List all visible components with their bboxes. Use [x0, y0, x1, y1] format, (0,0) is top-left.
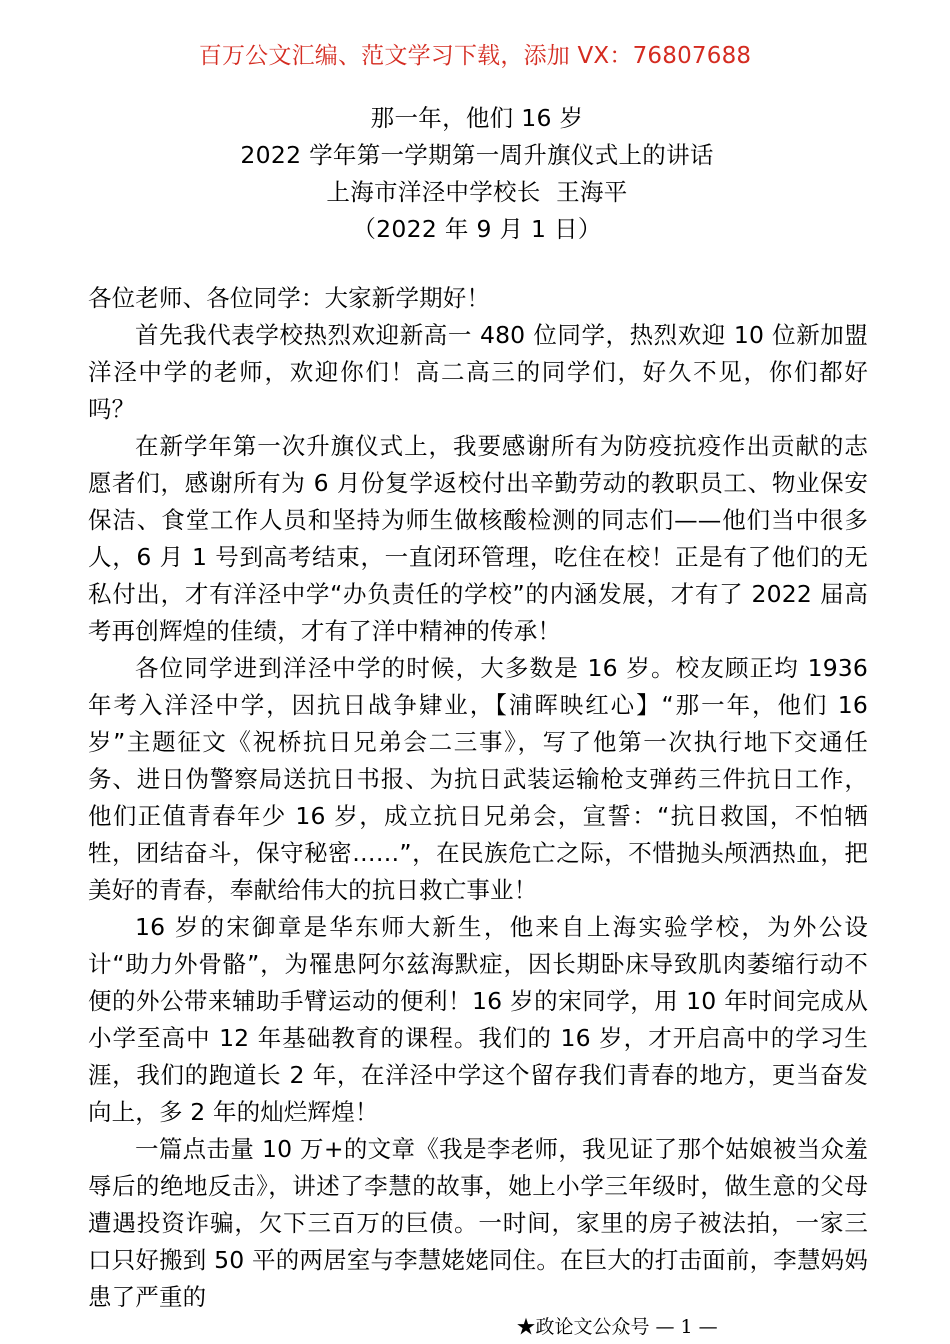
- title-line-1: 那一年，他们 16 岁: [370, 104, 584, 132]
- title-block: [88, 100, 866, 248]
- title-line-4: （2022 年 9 月 1 日）: [352, 215, 602, 243]
- page-footer: [0, 1288, 950, 1344]
- paragraph-song-yuzhang: 16 岁的宋御章是华东师大新生，他来自上海实验学校，为外公设计“助力外骨骼”，为罹患阿尔兹海默症，因长期卧床导致肌肉萎缩行动不便的外公带来辅助手臂运动的便利！16 岁的宋同学，用 10 年时间完成从小学至高中 12 年基础教育的课程。我们的 16 岁，才开启高中的学习生涯，我们的跑道长 2 年，在洋泾中学这个留存我们青春的地方，更当奋发向上，多 2 年的灿烂辉煌！: [88, 913, 868, 1126]
- promo-banner: 百万公文汇编、范文学习下载，添加 VX：76807688: [198, 43, 752, 69]
- footer-text: ★政论文公众号 — 1 —: [516, 1316, 718, 1338]
- paragraph-thanks: 在新学年第一次升旗仪式上，我要感谢所有为防疫抗疫作出贡献的志愿者们，感谢所有为 6 月份复学返校付出辛勤劳动的教职员工、物业保安保洁、食堂工作人员和坚持为师生做核酸检测的同志们——他们当中很多人，6 月 1 号到高考结束，一直闭环管理，吃住在校！正是有了他们的无私付出，才有洋泾中学“办负责任的学校”的内涵发展，才有了 2022 届高考再创辉煌的佳绩，才有了洋中精神的传承！: [88, 432, 868, 645]
- title-line-3: 上海市洋泾中学校长 王海平: [326, 178, 628, 206]
- paragraph-li-hui: 一篇点击量 10 万+的文章《我是李老师，我见证了那个姑娘被当众羞辱后的绝地反击》，讲述了李慧的故事，她上小学三年级时，做生意的父母遭遇投资诈骗，欠下三百万的巨债。一时间，家里的房子被法拍，一家三口只好搬到 50 平的两居室与李慧姥姥同住。在巨大的打击面前，李慧妈妈患了严重的: [88, 1135, 868, 1311]
- title-line-2: 2022 学年第一学期第一周升旗仪式上的讲话: [240, 141, 714, 169]
- document-body: [88, 280, 868, 1316]
- paragraph-salutation: 各位老师、各位同学：大家新学期好！: [88, 284, 491, 312]
- paragraph-gu-zhengjun: 各位同学进到洋泾中学的时候，大多数是 16 岁。校友顾正均 1936 年考入洋泾中学，因抗日战争肄业，【浦晖映红心】“那一年，他们 16 岁”主题征文《祝桥抗日兄弟会二三事》，写了他第一次执行地下交通任务、进日伪警察局送抗日书报、为抗日武装运输枪支弹药三件抗日工作，他们正值青春年少 16 岁，成立抗日兄弟会，宣誓：“抗日救国，不怕牺牲，团结奋斗，保守秘密……”，在民族危亡之际，不惜抛头颅洒热血，把美好的青春，奉献给伟大的抗日救亡事业！: [88, 654, 868, 904]
- paragraph-welcome: 首先我代表学校热烈欢迎新高一 480 位同学，热烈欢迎 10 位新加盟洋泾中学的老师，欢迎你们！高二高三的同学们，好久不见，你们都好吗？: [88, 321, 868, 423]
